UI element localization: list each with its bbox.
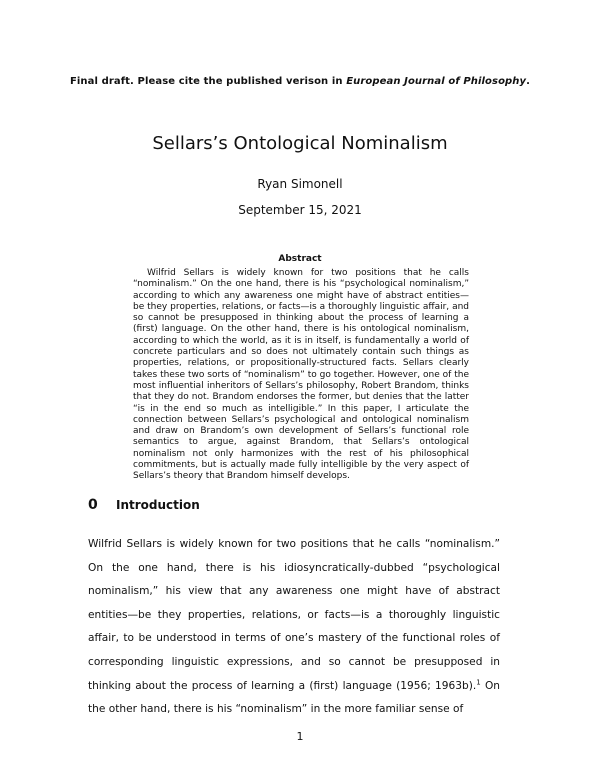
publication-date: September 15, 2021 (238, 203, 362, 217)
citation-notice (0, 76, 600, 87)
journal-name: European Journal of Philosophy (346, 76, 527, 87)
author-name: Ryan Simonell (257, 177, 343, 191)
body-text-continued: On the other hand, there is his “nominalism” in the more familiar sense of (88, 679, 501, 716)
abstract-text: Wilfrid Sellars is widely known for two positions that he calls “nominalism.” On the one hand, there is his “psychological nominalism,” according to which any awareness one might have of abstract entities—be they properties, relations, or facts—is a thoroughly linguistic affair, and so cannot be presupposed in thinking about the process of learning a (first) language. On the other hand, there is his ontological nominalism, according to which the world, as it is in itself, is fundamentally a world of concrete particulars and so does not ultimately contain such things as properties, relations, or propositionally-structured facts. Sellars clearly takes these two sorts of “nominalism” to go together. However, one of the most influential inheritors of Sellars’s philosophy, Robert Brandom, thinks that they do not. Brandom endorses the former, but denies that the latter “is in the end so much as intelligible.” In this paper, I articulate the connection between Sellars’s psychological and ontological nominalism and draw on Brandom’s own development of Sellars’s functional role semantics to argue, against Brandom, that Sellars’s ontological nominalism not only harmonizes with the rest of his philosophical commitments, but is actually made fully intelligible by the very aspect of Sellars’s theory that Brandom himself develops. (133, 268, 469, 482)
body-paragraph (88, 533, 500, 722)
citation-notice-end: . (526, 76, 531, 87)
abstract-heading: Abstract (278, 254, 322, 264)
citation-notice-text: Final draft. Please cite the published verison in (69, 76, 347, 87)
section-number: 0 (88, 497, 98, 513)
footnote-mark[interactable]: 1 (476, 678, 481, 687)
section-title: Introduction (116, 498, 200, 512)
paper-title: Sellars’s Ontological Nominalism (152, 133, 448, 154)
body-text: Wilfrid Sellars is widely known for two positions that he calls “nominalism.” On the one hand, there is his idiosyncratically-dubbed “psychological nominalism,” his view that any awareness one might have of abstract entities—be they properties, relations, or facts—is a thoroughly linguistic affair, to be understood in terms of one’s mastery of the functional roles of corresponding linguistic expressions, and so cannot be presupposed in thinking about the process of learning a (first) language (1956; 1963b). (88, 538, 500, 692)
section-heading (88, 497, 200, 513)
page-number: 1 (296, 730, 304, 743)
